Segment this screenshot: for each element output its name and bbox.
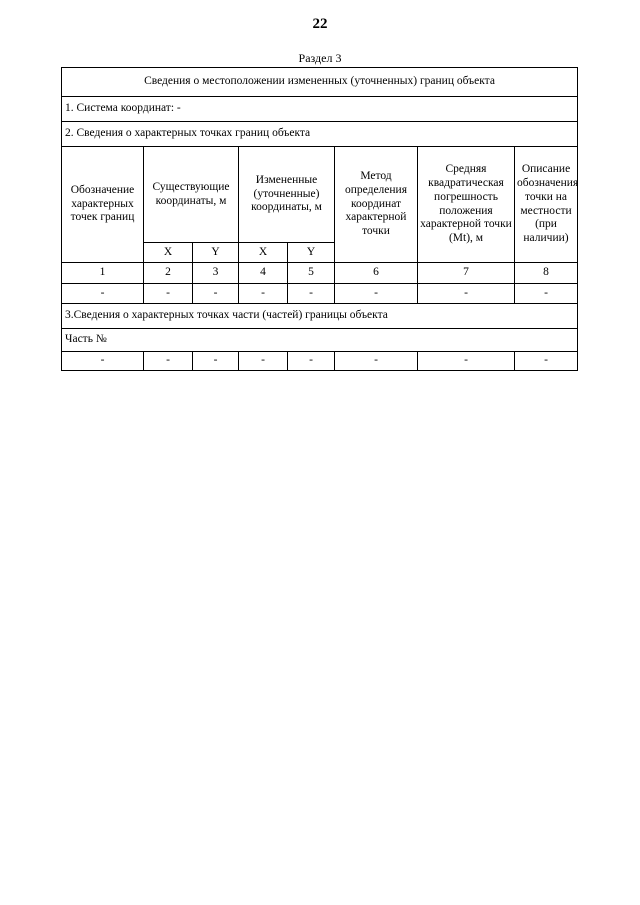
header-x-changed: X [239,243,288,263]
header-changed-coordinates: Измененные (уточненные) координаты, м [239,147,335,243]
part-label: Часть № [62,329,578,352]
table-row [62,284,578,304]
table-cell: - [62,284,144,304]
table-cell: - [288,284,335,304]
column-numbers-row [62,263,578,284]
table-cell: - [515,284,578,304]
column-number: 7 [418,263,515,284]
table-cell: - [193,352,239,371]
parts-heading: 3.Сведения о характерных точках части (частей) границы объекта [62,304,578,329]
column-number: 6 [335,263,418,284]
header-x-existing: X [144,243,193,263]
column-number: 8 [515,263,578,284]
section-title: Раздел 3 [298,51,342,65]
table-cell: - [335,352,418,371]
table-title: Сведения о местоположении измененных (уточненных) границ объекта [62,68,578,97]
column-number: 5 [288,263,335,284]
table-cell: - [418,284,515,304]
table-cell: - [239,352,288,371]
column-number: 2 [144,263,193,284]
column-number: 3 [193,263,239,284]
table-cell: - [239,284,288,304]
page-number: 22 [312,16,328,32]
table-cell: - [193,284,239,304]
header-accuracy: Средняя квадратическая погрешность положения характерной точки (Mt), м [418,147,515,263]
boundary-points-table [61,67,578,371]
column-number: 1 [62,263,144,284]
table-cell: - [335,284,418,304]
header-y-existing: Y [193,243,239,263]
table-cell: - [144,284,193,304]
header-existing-coordinates: Существующие координаты, м [144,147,239,243]
points-heading: 2. Сведения о характерных точках границ объекта [62,122,578,147]
table-row [62,352,578,371]
column-number: 4 [239,263,288,284]
coordinate-system: 1. Система координат: - [62,97,578,122]
header-method: Метод определения координат характерной точки [335,147,418,263]
table-cell: - [418,352,515,371]
table-cell: - [515,352,578,371]
table-cell: - [288,352,335,371]
table-cell: - [62,352,144,371]
header-designation: Обозначение характерных точек границ [62,147,144,263]
header-description: Описание обозначения точки на местности (при наличии) [515,147,578,263]
table-cell: - [144,352,193,371]
header-y-changed: Y [288,243,335,263]
